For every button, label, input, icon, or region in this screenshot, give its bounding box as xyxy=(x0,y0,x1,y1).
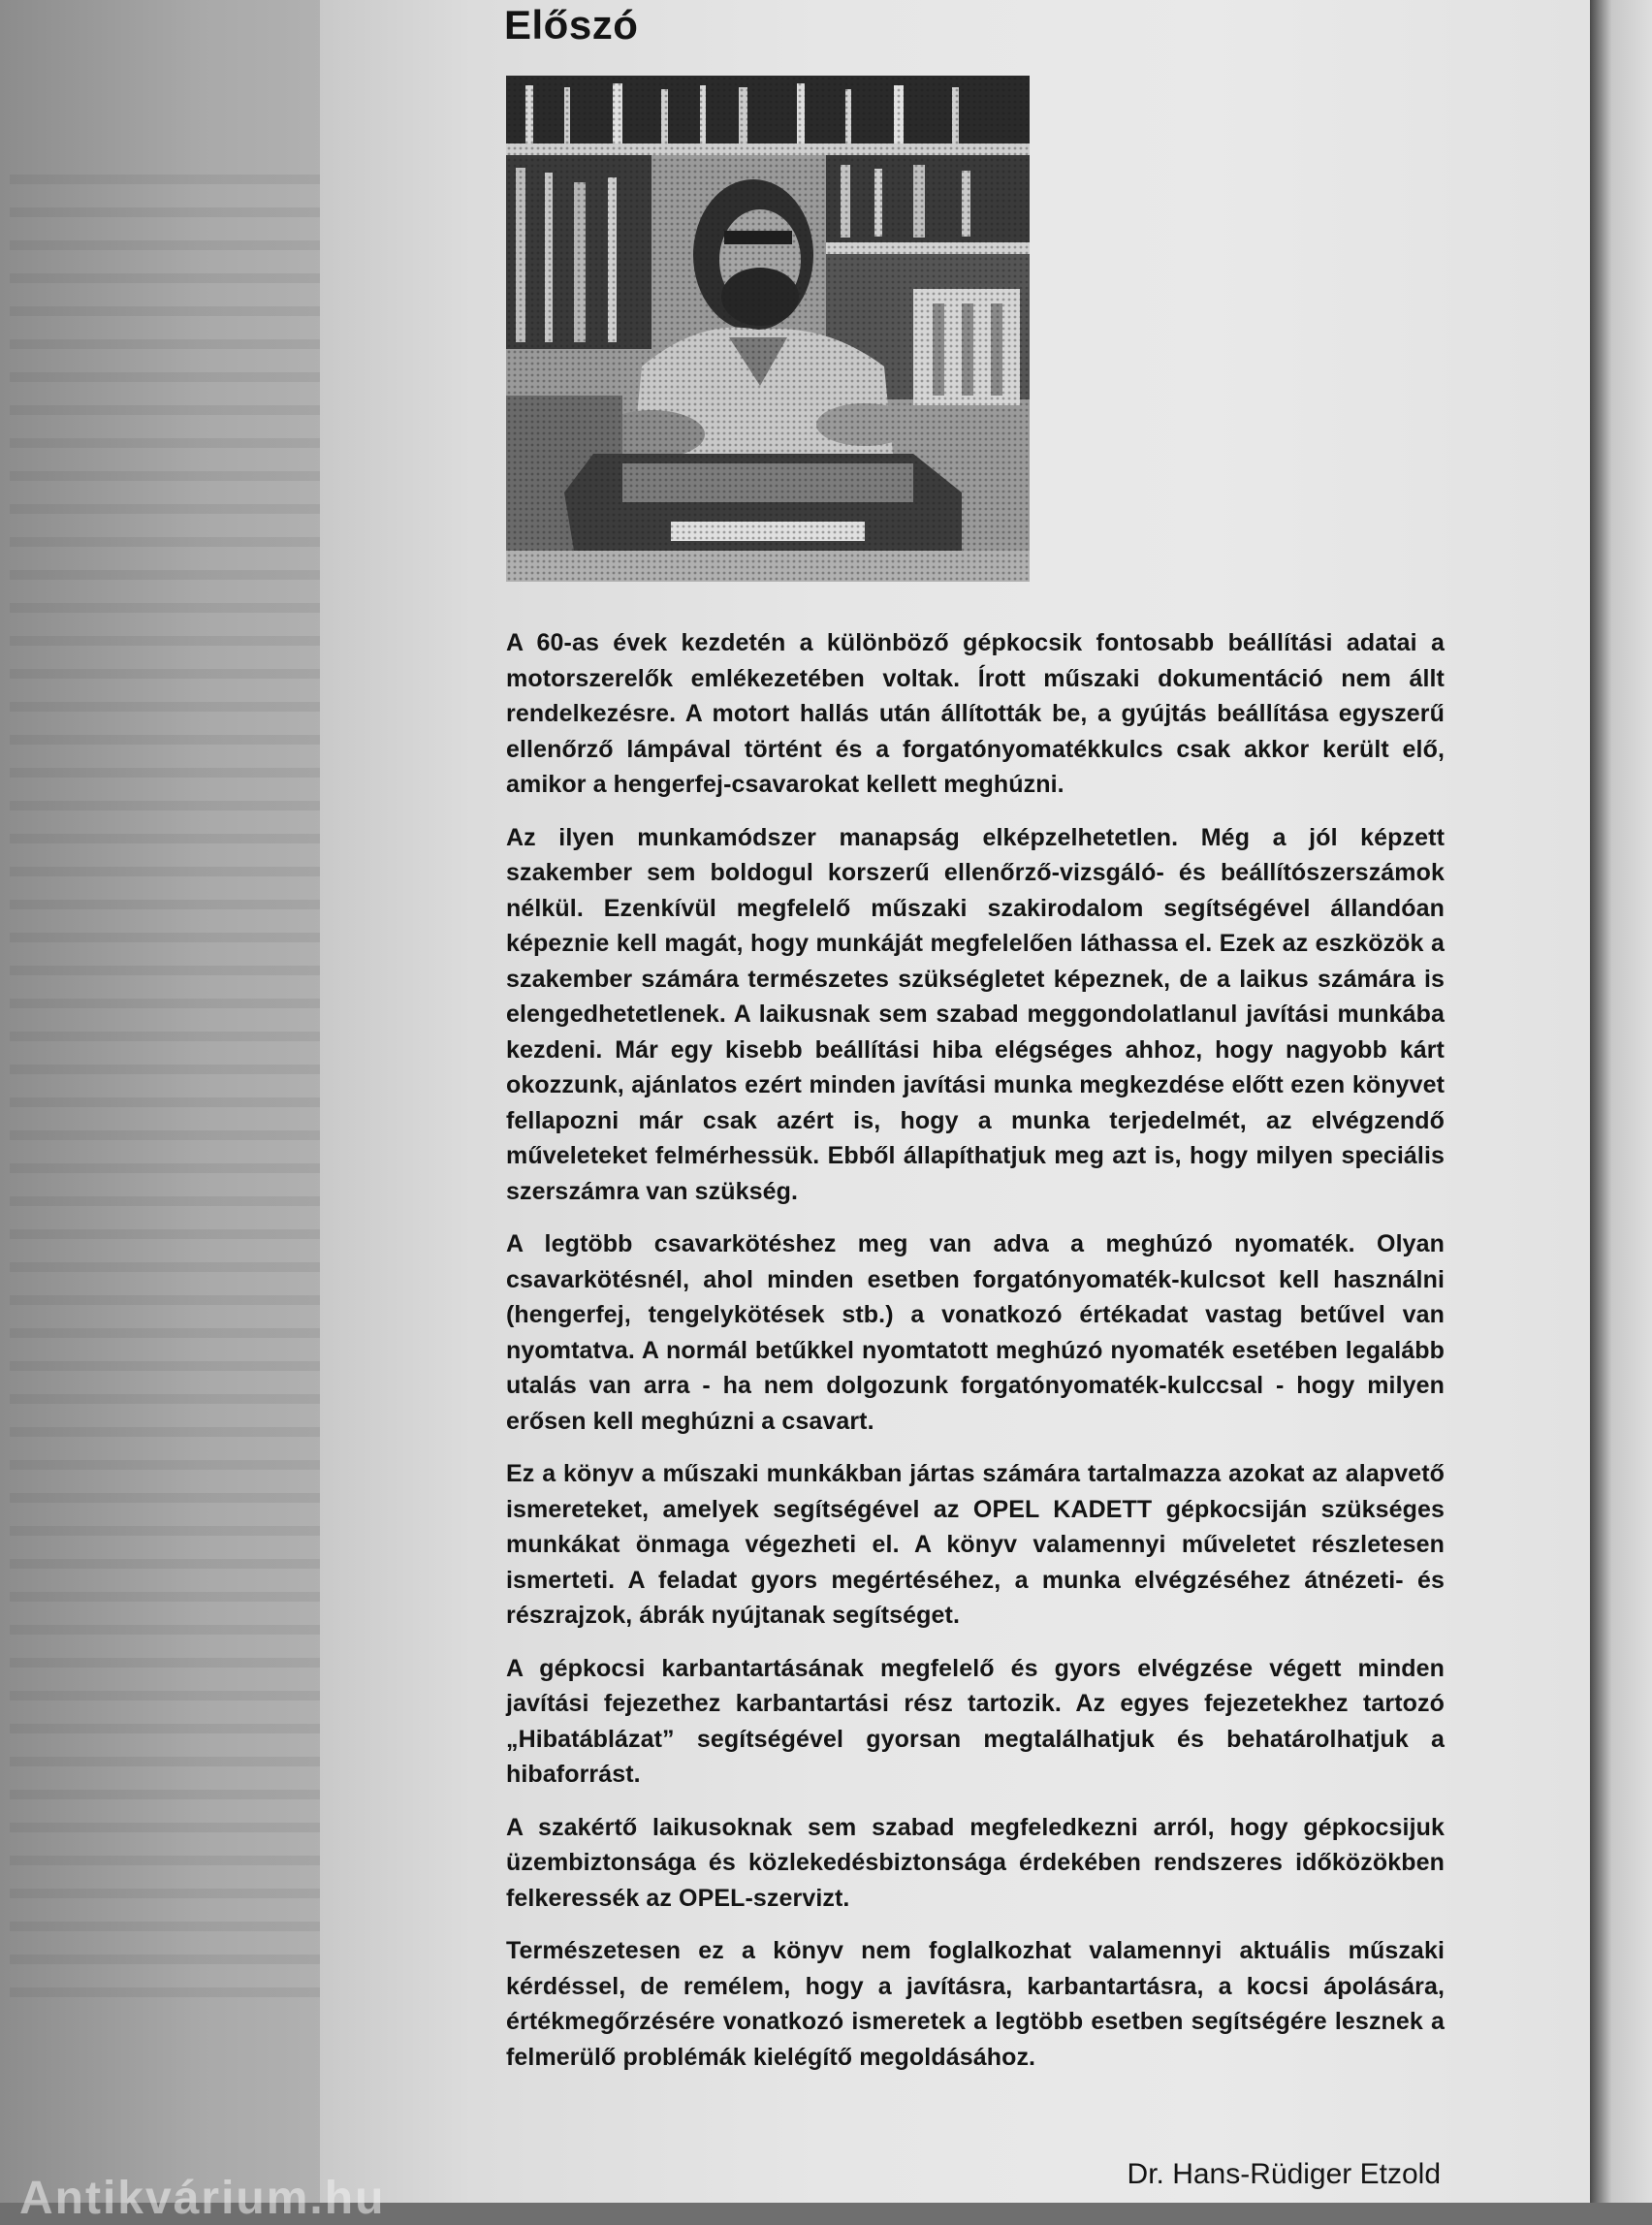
page-title: Előszó xyxy=(504,2,639,48)
preface-text xyxy=(506,625,1445,2092)
paragraph-3: A legtöbb csavarkötéshez meg van adva a meghúzó nyomaték. Olyan csavarkötésnél, ahol minden esetben forgatónyomaték-kulcsot kell használni (hengerfej, tengelykötések stb.) a vonatkozó értékadat vastag betűvel van nyomtatva. A normál betűkkel nyomtatott meghúzó nyomaték esetében legalább utalás van arra - ha nem dolgozunk forgatónyomaték-kulccsal - hogy milyen erősen kell meghúzni a csavart. xyxy=(506,1230,1445,1435)
paragraph-7: Természetesen ez a könyv nem foglalkozhat valamennyi aktuális műszaki kérdéssel, de remélem, hogy a javításra, karbantartásra, a kocsi ápolására, értékmegőrzésére vonatkozó ismeretek a legtöbb esetben segítségére lesznek a felmerülő problémák kielégítő megoldásához. xyxy=(506,1937,1445,2071)
page-edge xyxy=(1590,0,1652,2203)
paragraph-2: Az ilyen munkamódszer manapság elképzelhetetlen. Még a jól képzett szakember sem boldogul korszerű ellenőrző-vizsgáló- és beállítószerszámok nélkül. Ezenkívül megfelelő műszaki szakirodalom segítségével állandóan képeznie kell magát, hogy munkáját megfelelően láthassa el. Ezek az eszközök a szakember számára természetes szükségletet képeznek, de a laikus számára is elengedhetetlenek. A laikusnak sem szabad meggondolatlanul javítási munkába kezdeni. Már egy kisebb beállítási hiba elégséges ahhoz, hogy nagyobb kárt okozzunk, ajánlatos ezért minden javítási munka megkezdése előtt ezen könyvet fellapozni már csak azért is, hogy a munka terjedelmét, az elvégzendő műveleteket felmérhessük. Ebből állapíthatjuk meg azt is, hogy milyen speciális szerszámra van szükség. xyxy=(506,823,1445,1205)
page-content xyxy=(504,0,1454,2203)
author-photo xyxy=(506,76,1030,582)
author-signature: Dr. Hans-Rüdiger Etzold xyxy=(1127,2158,1441,2190)
paragraph-1: A 60-as évek kezdetén a különböző gépkocsik fontosabb beállítási adatai a motorszerelők emlékezetében voltak. Írott műszaki dokumentáció nem állt rendelkezésre. A motort hallás után állították be, a gyújtás beállítása egyszerű ellenőrző lámpával történt és a forgatónyomatékkulcs csak akkor került elő, amikor a hengerfej-csavarokat kellett meghúzni. xyxy=(506,629,1445,798)
paragraph-4: Ez a könyv a műszaki munkákban jártas számára tartalmazza azokat az alapvető ismereteket, amelyek segítségével az OPEL KADETT gépkocsiján szükséges munkákat önmaga végezheti el. A könyv valamennyi műveletet részletesen ismerteti. A feladat gyors megértéséhez, a munka elvégzéséhez átnézeti- és részrajzok, ábrák nyújtanak segítséget. xyxy=(506,1460,1445,1629)
watermark-text: Antikvárium.hu xyxy=(19,2173,386,2224)
author-photo-image xyxy=(506,76,1030,582)
paragraph-6: A szakértő laikusoknak sem szabad megfeledkezni arról, hogy gépkocsijuk üzembiztonsága és közlekedésbiztonsága érdekében rendszeres időközökben felkeressék az OPEL-szervizt. xyxy=(506,1813,1445,1912)
paragraph-5: A gépkocsi karbantartásának megfelelő és gyors elvégzése végett minden javítási fejezethez karbantartási rész tartozik. Az egyes fejezetekhez tartozó „Hibatáblázat” segítségével gyorsan megtalálhatjuk és behatárolhatjuk a hibaforrást. xyxy=(506,1654,1445,1788)
